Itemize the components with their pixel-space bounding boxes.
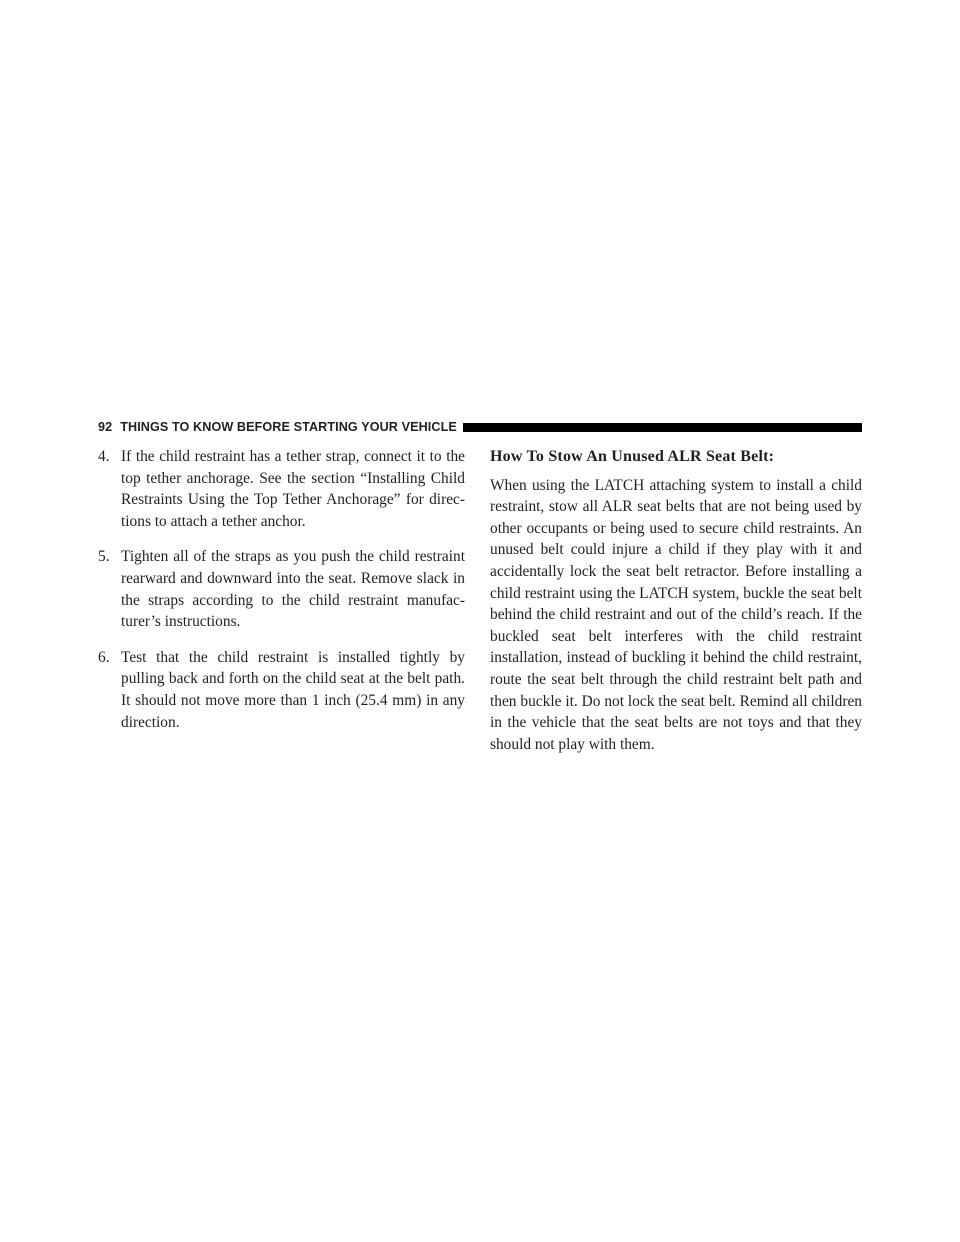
left-column xyxy=(98,446,465,747)
step-number: 5. xyxy=(98,548,110,566)
page-number: 92 xyxy=(98,419,113,434)
step-item xyxy=(98,546,465,632)
section-title: THINGS TO KNOW BEFORE STARTING YOUR VEHICLE xyxy=(120,419,457,434)
header-rule xyxy=(463,423,862,432)
step-item xyxy=(98,446,465,532)
body-paragraph: When using the LATCH attaching system to install a child restraint, stow all ALR seat belts that are not being used by other occupants or being used to secure child restraints. An unused belt could injure a child if they play with it and accidentally lock the seat belt retractor. Before installing a child restraint using the LATCH system, buckle the seat belt behind the child restraint and out of the child’s reach. If the buckled seat belt interferes with the child restraint installation, instead of buckling it behind the child restraint, route the seat belt through the child restraint belt path and then buckle it. Do not lock the seat belt. Remind all children in the vehicle that the seat belts are not toys and that they should not play with them. xyxy=(490,476,862,753)
step-item xyxy=(98,647,465,733)
right-column xyxy=(490,446,862,755)
section-heading: How To Stow An Unused ALR Seat Belt: xyxy=(490,448,775,465)
step-text: Test that the child restraint is installed tightly by pulling back and forth on the child seat at the belt path. It should not move more than 1 inch (25.4 mm) in any direction. xyxy=(121,648,465,731)
step-text: Tighten all of the straps as you push the child restraint rearward and downward into the seat. Remove slack in the straps according to the child restraint manufac-turer’s instructions. xyxy=(121,548,465,631)
step-number: 6. xyxy=(98,648,110,666)
step-number: 4. xyxy=(98,448,110,465)
page-header xyxy=(98,418,862,436)
step-text: If the child restraint has a tether strap, connect it to the top tether anchorage. See the section “Installing Child Restraints Using the Top Tether Anchorage” for direc-tions to attach a tether anchor. xyxy=(121,448,465,530)
